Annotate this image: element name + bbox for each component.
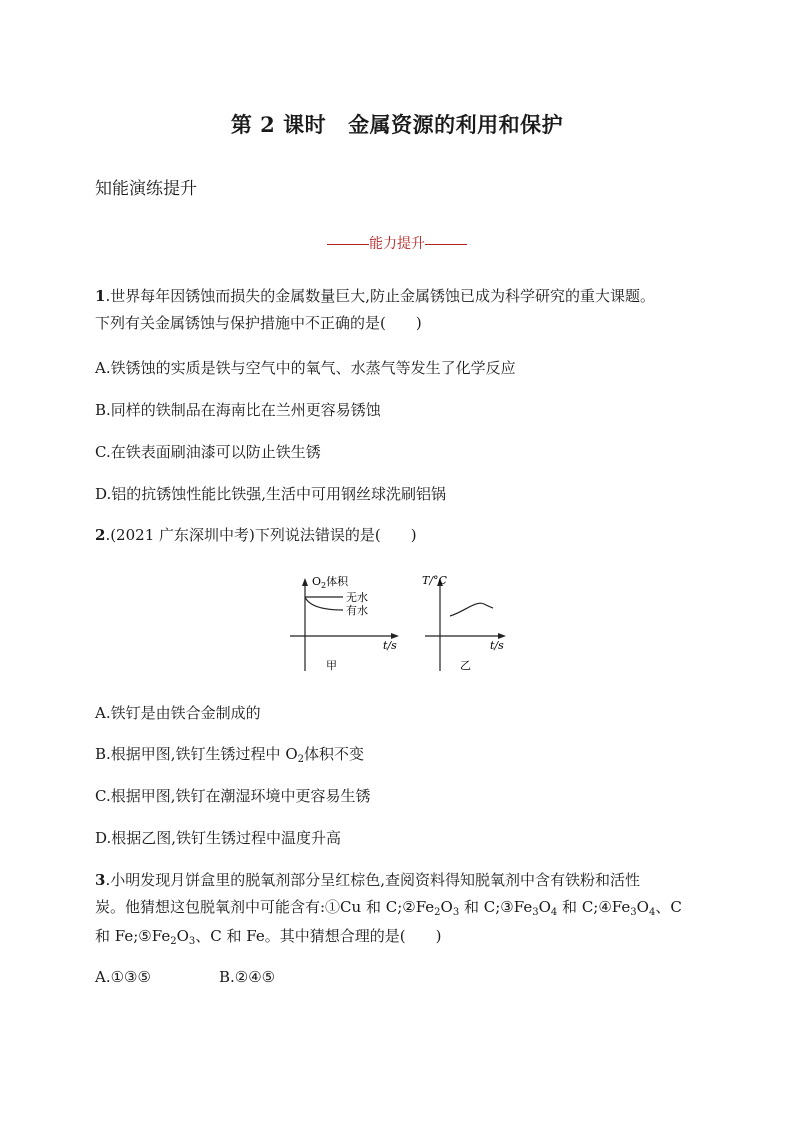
figure-jia-curve-wet (305, 597, 343, 610)
lesson-topic: 金属资源的利用和保护 (348, 112, 564, 137)
question-3-line-3: 和 $Fe;⑤Fe_2O_3$、C 和 Fe。其中猜想合理的是( ) (95, 927, 442, 947)
question-2-number: 2 (95, 526, 106, 544)
question-2-stem-text: .(2021 广东深圳中考)下列说法错误的是( ) (105, 526, 417, 544)
figure-jia-y-label: $O_2$体积 (312, 575, 349, 590)
figure-jia-label-wet: 有水 (346, 604, 368, 617)
question-2-option-a: A.铁钉是由铁合金制成的 (95, 704, 261, 722)
divider-line-left (327, 244, 369, 245)
figure-jia-x-label: t/s (383, 639, 397, 652)
figure-yi-x-label: t/s (490, 639, 504, 652)
question-1-stem-1: .世界每年因锈蚀而损失的金属数量巨大,防止金属锈蚀已成为科学研究的重大课题。 (105, 287, 655, 305)
question-1-option-a: A.铁锈蚀的实质是铁与空气中的氧气、水蒸气等发生了化学反应 (95, 359, 516, 377)
figure-yi-caption: 乙 (460, 659, 471, 672)
divider-label: 能力提升 (369, 236, 425, 252)
figure-jia-label-dry: 无水 (346, 591, 368, 604)
question-3-line-2: 炭。他猜想这包脱氧剂中可能含有:①Cu 和 $C;②Fe_2O_3$ 和 $C;③Fe_3O_4$ 和 $C;④Fe_3O_4$、C (95, 898, 682, 918)
question-1-line-1 (95, 283, 655, 309)
divider-line-right (425, 244, 467, 245)
figure-jia (285, 566, 405, 678)
question-1-option-c: C.在铁表面刷油漆可以防止铁生锈 (95, 443, 321, 461)
section-heading: 知能演练提升 (95, 179, 197, 199)
figure-jia-y-arrow (302, 578, 308, 586)
question-2-option-b: B.根据甲图,铁钉生锈过程中 $O_2$体积不变 (95, 745, 365, 765)
question-1-option-d: D.铝的抗锈蚀性能比铁强,生活中可用钢丝球洗刷铝锅 (95, 485, 447, 503)
figure-jia-caption: 甲 (326, 659, 337, 672)
section-divider (0, 233, 794, 253)
question-3-option-b: B.②④⑤ (219, 968, 276, 986)
figure-yi-curve (450, 603, 493, 616)
question-3-line-1 (95, 867, 640, 893)
page-title (0, 109, 794, 139)
question-1-line-2: 下列有关金属锈蚀与保护措施中不正确的是( ) (95, 314, 422, 332)
question-3-number: 3 (95, 871, 106, 889)
question-2-option-c: C.根据甲图,铁钉在潮湿环境中更容易生锈 (95, 787, 371, 805)
question-3-option-a: A.①③⑤ (95, 968, 151, 986)
question-2-option-d: D.根据乙图,铁钉生锈过程中温度升高 (95, 829, 342, 847)
question-3-stem-1: .小明发现月饼盒里的脱氧剂部分呈红棕色,查阅资料得知脱氧剂中含有铁粉和活性 (105, 871, 640, 889)
lesson-label: 第 2 课时 (230, 112, 327, 137)
question-2-stem (95, 522, 417, 548)
question-1-option-b: B.同样的铁制品在海南比在兰州更容易锈蚀 (95, 401, 381, 419)
question-1-number: 1 (95, 287, 106, 305)
figure-yi-y-label: T/°C (422, 574, 447, 587)
figure-yi (420, 566, 520, 678)
